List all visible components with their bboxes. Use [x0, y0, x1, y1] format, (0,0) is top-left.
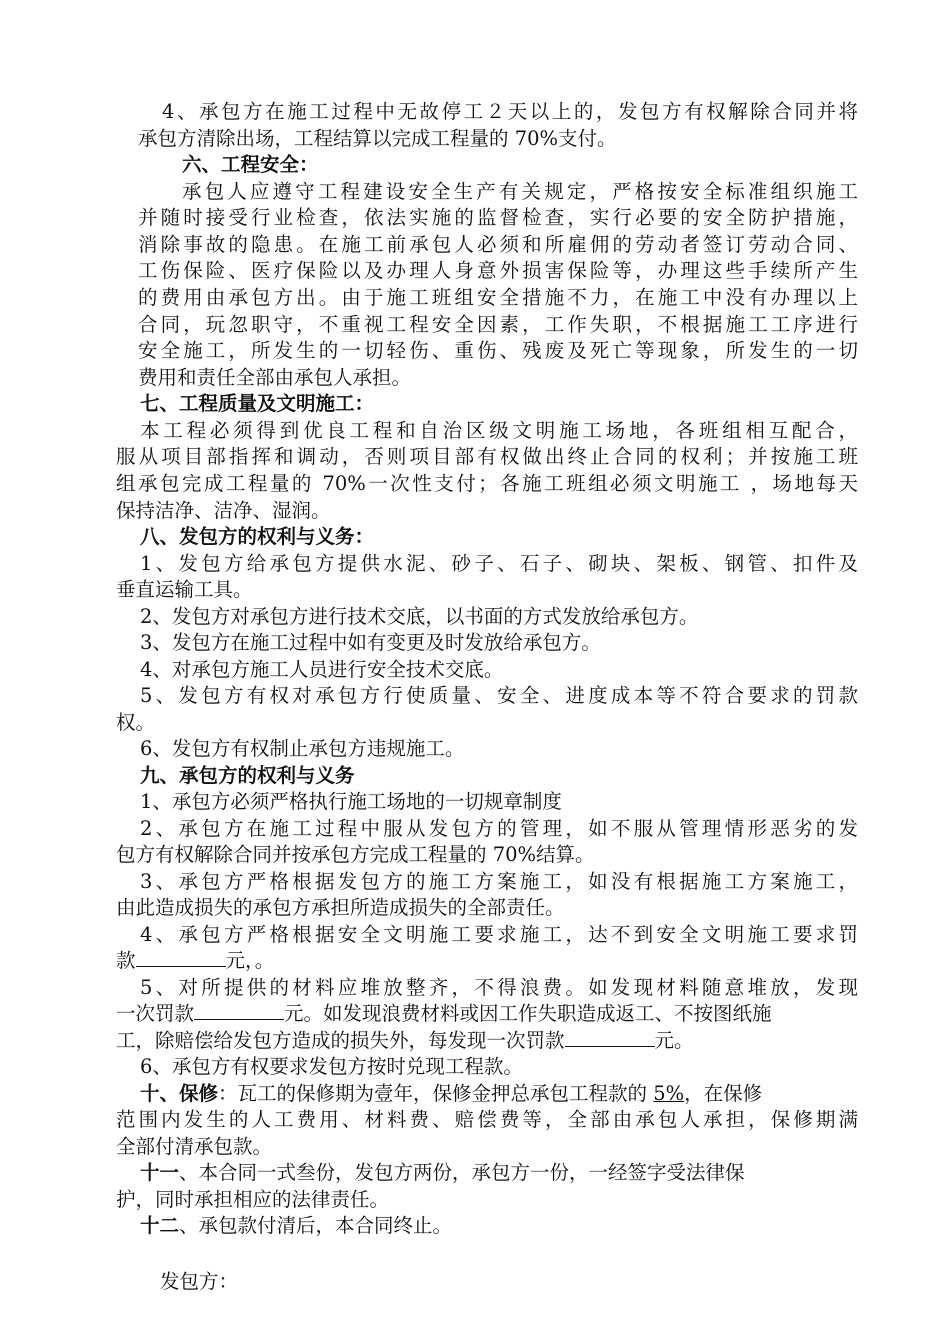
line-text: 元，。 — [225, 949, 275, 972]
paragraph-line: 3、承包方严格根据发包方的施工方案施工，如没有根据施工方案施工， — [140, 870, 858, 893]
percentage-value: 5% — [653, 1082, 685, 1105]
paragraph-line: 5、发包方有权对承包方行使质量、安全、进度成本等不符合要求的罚款 — [140, 684, 858, 707]
paragraph-line: 1、承包方必须严格执行施工场地的一切规章制度 — [140, 790, 562, 813]
paragraph-line — [140, 1080, 762, 1107]
paragraph-line — [140, 1159, 745, 1186]
paragraph-line: 全部付清承包款。 — [116, 1135, 273, 1158]
fine-amount-blank — [194, 1000, 284, 1020]
paragraph-line: 安全施工，所发生的一切轻伤、重伤、残废及死亡等现象，所发生的一切 — [138, 339, 858, 362]
fine-amount-blank — [136, 947, 226, 967]
paragraph-line: 1、发包方给承包方提供水泥、砂子、石子、砌块、架板、钢管、扣件及 — [140, 552, 858, 575]
section-heading: 十二 — [140, 1214, 180, 1237]
paragraph-line: 4、对承包方施工人员进行安全技术交底。 — [140, 658, 504, 681]
paragraph-line: 5、对所提供的材料应堆放整齐，不得浪费。如发现材料随意堆放，发现 — [140, 976, 858, 999]
paragraph-line: 保持洁净、洁净、湿润。 — [116, 499, 331, 522]
paragraph-line: 4、承包方在施工过程中无故停工２天以上的，发包方有权解除合同并将 — [162, 100, 858, 123]
fine-amount-blank — [565, 1027, 655, 1047]
paragraph-line: 4、承包方严格根据安全文明施工要求施工，达不到安全文明施工要求罚 — [140, 923, 858, 946]
paragraph-line: 范围内发生的人工费用、材料费、赔偿费等，全部由承包人承担，保修期满 — [116, 1108, 858, 1131]
paragraph-line — [116, 947, 274, 974]
paragraph-line: 本工程必须得到优良工程和自治区级文明施工场地，各班组相互配合， — [140, 419, 858, 442]
paragraph-line — [140, 1212, 452, 1239]
section-heading: 七、工程质量及文明施工： — [140, 392, 375, 415]
line-text: 、承包款付清后，本合同终止。 — [179, 1214, 453, 1237]
section-heading: 九、承包方的权利与义务 — [140, 764, 355, 787]
paragraph-line: 由此造成损失的承包方承担所造成损失的全部责任。 — [116, 896, 565, 919]
line-text: 元。如发现浪费材料或因工作失职造成返工、不按图纸施 — [284, 1002, 772, 1025]
paragraph-line: 消除事故的隐患。在施工前承包人必须和所雇佣的劳动者签订劳动合同、 — [138, 233, 858, 256]
paragraph-line: 费用和责任全部由承包人承担。 — [138, 366, 412, 389]
paragraph-line: 垂直运输工具。 — [116, 578, 253, 601]
paragraph-line: 合同，玩忽职守，不重视工程安全因素，工作失职，不根据施工工序进行 — [138, 313, 858, 336]
signature-label: 发包方： — [160, 1270, 239, 1293]
paragraph-line: 包方有权解除合同并按承包方完成工程量的 70%结算。 — [116, 843, 595, 866]
paragraph-line: 权。 — [116, 711, 156, 734]
paragraph-line: 6、承包方有权要求发包方按时兑现工程款。 — [140, 1055, 523, 1078]
section-heading: 十一 — [140, 1161, 180, 1184]
section-heading: 八、发包方的权利与义务： — [140, 525, 375, 548]
line-text: ：瓦工的保修期为壹年，保修金押总承包工程款的 — [218, 1082, 654, 1105]
paragraph-line: 组承包完成工程量的 70%一次性支付；各施工班组必须文明施工 ，场地每天 — [116, 472, 858, 495]
paragraph-line: 并随时接受行业检查，依法实施的监督检查，实行必要的安全防护措施， — [138, 206, 858, 229]
paragraph-line: 6、发包方有权制止承包方违规施工。 — [140, 737, 465, 760]
section-heading: 十、保修 — [140, 1082, 219, 1105]
section-heading: 六、工程安全： — [182, 153, 319, 176]
paragraph-line — [116, 1027, 694, 1054]
line-text: 一次罚款 — [116, 1002, 195, 1025]
line-text: 工，除赔偿给发包方造成的损失外，每发现一次罚款 — [116, 1029, 565, 1052]
line-text: 元。 — [654, 1029, 694, 1052]
paragraph-line: 承包方清除出场，工程结算以完成工程量的 70%支付。 — [138, 127, 617, 150]
paragraph-line: 工伤保险、医疗保险以及办理人身意外损害保险等，办理这些手续所产生 — [138, 259, 858, 282]
line-text: 款 — [116, 949, 136, 972]
line-text: 、本合同一式叁份，发包方两份，承包方一份，一经签字受法律保 — [179, 1161, 745, 1184]
line-text: ，在保修 — [684, 1082, 763, 1105]
paragraph-line: 服从项目部指挥和调动，否则项目部有权做出终止合同的权利；并按施工班 — [116, 445, 858, 468]
paragraph-line: 的费用由承包方出。由于施工班组安全措施不力，在施工中没有办理以上 — [138, 286, 858, 309]
paragraph-line: 2、发包方对承包方进行技术交底，以书面的方式发放给承包方。 — [140, 605, 699, 628]
paragraph-line: 2、承包方在施工过程中服从发包方的管理，如不服从管理情形恶劣的发 — [140, 817, 858, 840]
paragraph-line: 承包人应遵守工程建设安全生产有关规定，严格按安全标准组织施工 — [182, 180, 858, 203]
paragraph-line: 护，同时承担相应的法律责任。 — [116, 1188, 390, 1211]
paragraph-line — [116, 1000, 772, 1027]
paragraph-line: 3、发包方在施工过程中如有变更及时发放给承包方。 — [140, 631, 601, 654]
